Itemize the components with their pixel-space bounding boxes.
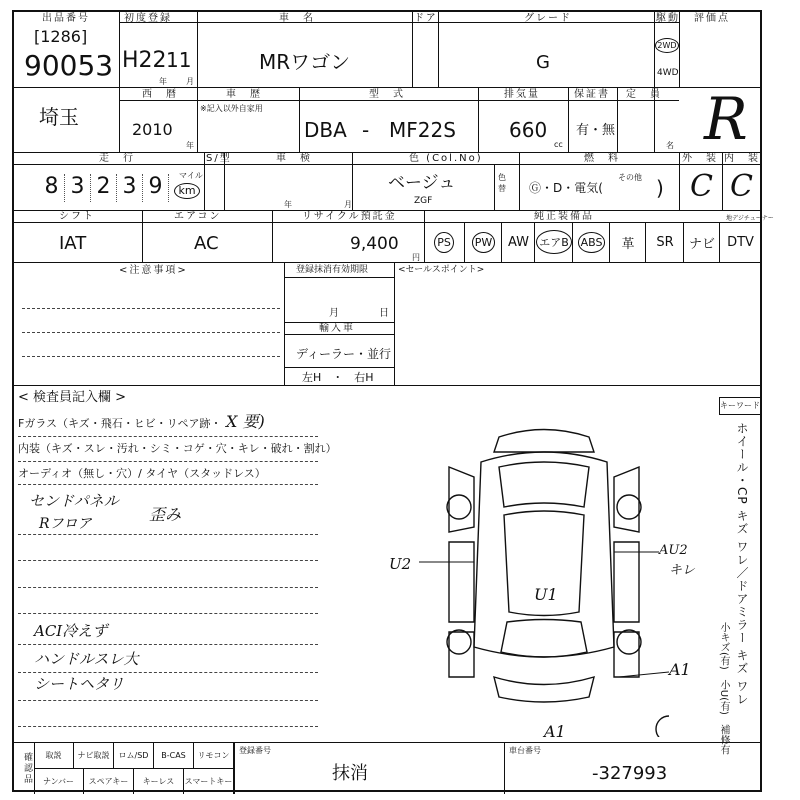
model-prefix: DBA [304, 118, 347, 142]
inspector-title: < 検査員記入欄 > [18, 390, 127, 405]
lot-number: 90053 [24, 49, 114, 82]
rear-bumper-shape [494, 677, 594, 702]
import-label: 輸入車 [319, 323, 355, 334]
legend-title: キーワード [719, 397, 761, 415]
legend-small: 小キズ(有) 小U(有) 補修有 [718, 622, 729, 755]
expiry-day-label: 日 [379, 308, 391, 319]
reg-number-label: 登録番号 [239, 746, 271, 755]
drive-label: 駆動 [656, 13, 680, 24]
grade: G [536, 52, 550, 73]
equipment-label: ナビ [688, 236, 715, 252]
equipment-item [534, 222, 573, 262]
lot-bracket: [1286] [34, 27, 88, 46]
check-items-bottom [34, 768, 234, 794]
expiry-month-label: 月 [329, 308, 341, 319]
inspection-label: 車 検 [276, 153, 312, 164]
chassis-number: -327993 [592, 763, 668, 784]
mark-a1-bottom: A1 [544, 722, 566, 741]
mileage-digit: 2 [91, 174, 117, 202]
warranty: 有・無 [576, 123, 616, 138]
recycle: 9,400 [350, 234, 399, 254]
equipment-item [501, 222, 535, 262]
western-year-unit: 年 [186, 141, 194, 150]
history-label: 車 歴 [226, 89, 262, 100]
front-bumper-shape [494, 430, 594, 453]
exterior-label: 外 装 [682, 153, 718, 164]
displacement-unit: cc [554, 140, 563, 149]
color-label: 色 (Col.No) [409, 153, 483, 164]
fuel-options: Ⓖ・D・電気( [529, 181, 603, 195]
equipment-item [645, 222, 684, 262]
mark-kire: キレ [669, 563, 695, 578]
import-value: ディーラー・並行 [296, 347, 392, 361]
history-note: ※記入以外自家用 [200, 104, 263, 113]
mileage-km: km [174, 183, 200, 199]
car-diagram [419, 407, 669, 737]
mark-au2: AU2 [659, 543, 688, 558]
check-item: キーレス [134, 768, 184, 794]
western-year-label: 西 暦 [142, 89, 178, 100]
score: R [704, 85, 748, 153]
first-reg-year: H22 [122, 48, 167, 73]
fglass-mark: X 要) [226, 412, 265, 431]
hand-note-1: センドパネル [29, 492, 119, 510]
first-reg-label: 初度登録 [124, 13, 172, 24]
type-label: S/型 [206, 153, 232, 164]
month-unit: 月 [186, 77, 194, 86]
equipment-item [719, 222, 761, 262]
aircon-label: エアコン [174, 211, 222, 222]
equipment-item [683, 222, 720, 262]
model-dash: - [362, 118, 370, 142]
western-year: 2010 [132, 120, 173, 139]
fuel-other: その他 [618, 173, 642, 182]
right-doors [614, 542, 639, 622]
recycle-label: リサイクル預託金 [302, 211, 397, 222]
hand-note-2: Rフロア [39, 516, 92, 532]
equipment-item [424, 222, 464, 262]
wheel-front-right [617, 495, 641, 519]
caution-label: <注意事項> [119, 265, 188, 276]
car-name-label: 車 名 [279, 13, 315, 24]
mark-line-rear [619, 672, 669, 677]
rear-glass-shape [501, 620, 587, 658]
check-item: スマートキー [184, 768, 234, 794]
equipment-item [609, 222, 646, 262]
check-item: B-CAS [154, 742, 194, 768]
audio-line: オーディオ（無し・穴）/ タイヤ（スタッドレス） [18, 467, 266, 480]
equipment-label: AW [507, 234, 530, 250]
exterior-grade: C [690, 169, 713, 204]
hood-shape [499, 462, 589, 507]
mark-u2: U2 [389, 555, 412, 573]
interior-line: 内装（キズ・スレ・汚れ・シミ・コゲ・穴・キレ・破れ・割れ） [18, 442, 337, 455]
model-label: 型 式 [369, 89, 405, 100]
shift: IAT [59, 233, 87, 254]
reg-number: 抹消 [332, 763, 368, 784]
capacity-label: 定 員 [626, 89, 662, 100]
shift-label: シフト [59, 211, 95, 222]
chassis-label: 車台番号 [509, 746, 541, 755]
first-reg-month: 11 [166, 48, 192, 72]
mileage-mile: マイル [179, 171, 203, 180]
capacity-unit: 名 [666, 141, 674, 150]
wheel-rear-right [617, 630, 641, 654]
drive-4wd: 4WD [657, 68, 679, 78]
fuel-close: ) [656, 176, 664, 200]
legend-vertical: ホイール・CP キズ ワレ／ドアミラー キズ ワレ [735, 422, 749, 706]
hand-note-3: 歪み [149, 505, 182, 524]
recycle-unit: 円 [412, 253, 420, 262]
equipment-label: 革 [621, 236, 635, 252]
equipment-label: DTV [727, 234, 754, 250]
warranty-label: 保証書 [574, 89, 610, 100]
region: 埼玉 [39, 105, 79, 129]
check-item: 取説 [34, 742, 74, 768]
score-label: 評価点 [694, 13, 730, 24]
drive-2wd: 2WD [655, 38, 679, 53]
spare-wheel [656, 716, 669, 737]
hand-note-5: ハンドルスレ大 [34, 650, 139, 668]
mileage-digit: 9 [143, 174, 169, 202]
hand-note-4: ACI冷えず [34, 622, 108, 640]
equipment-label: SR [656, 234, 674, 250]
wheel-rear-left [447, 630, 471, 654]
wheel-front-left [447, 495, 471, 519]
mileage-digit: 3 [65, 174, 91, 202]
check-item: ナンバー [34, 768, 84, 794]
auction-sheet [12, 10, 774, 792]
equipment-label: ABS [578, 232, 606, 253]
check-item: スペアキー [84, 768, 134, 794]
color-change-label: 色替 [498, 173, 506, 193]
right-front-fender [614, 467, 639, 532]
interior-label: 内 装 [724, 153, 760, 164]
equipment-label: 純正装備品 [534, 211, 594, 222]
year-unit: 年 [159, 77, 167, 86]
left-doors [449, 542, 474, 622]
mark-u1: U1 [534, 585, 558, 604]
reg-expiry-label: 登録抹消有効期限 [296, 265, 369, 275]
mileage-digit: 8 [39, 174, 65, 202]
interior-grade: C [730, 169, 753, 204]
check-item: ロム/SD [114, 742, 154, 768]
check-items-top [34, 742, 234, 768]
displacement: 660 [509, 118, 548, 142]
aircon: AC [194, 233, 219, 254]
equipment-label: エアB [536, 230, 572, 254]
mileage-label: 走 行 [99, 153, 135, 164]
hand-note-6: シートヘタリ [34, 675, 125, 693]
equipment-item [464, 222, 502, 262]
handle-value: 左H ・ 右H [302, 371, 374, 384]
mark-a1-rear: A1 [669, 660, 691, 679]
color-code: ZGF [414, 196, 433, 206]
displacement-label: 排気量 [504, 89, 540, 100]
inspection-year-unit: 年 [284, 200, 292, 209]
equipment-label: PW [472, 232, 496, 253]
equipment-row [424, 222, 760, 262]
model-code: MF22S [389, 118, 456, 142]
car-name: MRワゴン [259, 50, 351, 74]
mileage-digits [39, 174, 169, 202]
doors-label: ドア [414, 13, 438, 24]
check-item: リモコン [194, 742, 234, 768]
lot-label: 出品番号 [42, 13, 90, 24]
color: ベージュ [388, 173, 456, 193]
equipment-item [572, 222, 610, 262]
sales-label: <セールスポイント> [398, 265, 485, 275]
mileage-digit: 3 [117, 174, 143, 202]
inspection-month-unit: 月 [344, 200, 352, 209]
body-outline [474, 452, 614, 657]
grade-label: グレード [524, 13, 572, 24]
check-label: 確認品 [22, 751, 32, 785]
tuner-label: 地デジチューナー [726, 215, 774, 222]
left-front-fender [449, 467, 474, 532]
check-item: ナビ取説 [74, 742, 114, 768]
fuel-label: 燃 料 [584, 153, 620, 164]
fglass-line: Fガラス（キズ・飛石・ヒビ・リペア跡・ [18, 417, 222, 430]
equipment-label: PS [434, 232, 454, 253]
